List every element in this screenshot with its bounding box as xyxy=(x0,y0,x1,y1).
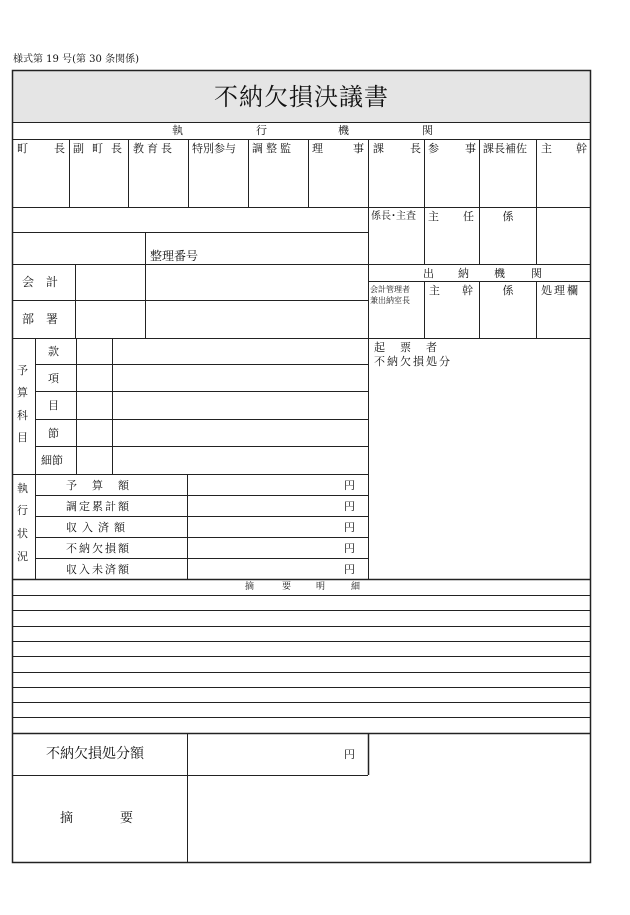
document-title: 不納欠損決議書 xyxy=(214,83,389,111)
role-chou: 町 長 xyxy=(17,142,65,155)
yen-5: 円 xyxy=(344,563,355,576)
role-shunin: 主 任 xyxy=(428,210,474,223)
meisai-header-1: 摘 xyxy=(245,582,255,592)
form-label: 様式第 19 号(第 30 条関係) xyxy=(13,54,139,65)
role-chouseikan: 調整監 xyxy=(252,142,294,155)
yen-4: 円 xyxy=(344,542,355,555)
budget-group-2: 算 xyxy=(17,386,28,399)
busho-label: 部 署 xyxy=(22,312,59,326)
kihyosha-label: 起 票 者 xyxy=(374,341,439,354)
status-group-1: 執 xyxy=(17,482,28,495)
suitou-header-1: 出 xyxy=(423,267,434,280)
role-shoriran: 処理欄 xyxy=(541,284,580,297)
exec-header-3: 機 xyxy=(338,124,349,137)
tekiyo-label-1: 摘 xyxy=(60,811,74,826)
budget-kou: 項 xyxy=(48,372,59,385)
tekiyo-label-2: 要 xyxy=(120,811,134,826)
role-kakarichou-shusa: 係長･主査 xyxy=(371,211,416,222)
kihyosha-sub: 不納欠損処分 xyxy=(374,355,452,368)
status-choutei: 調定累計額 xyxy=(66,500,131,513)
budget-group-3: 科 xyxy=(17,409,28,422)
exec-header-4: 関 xyxy=(422,124,433,137)
suitou-header-3: 機 xyxy=(494,267,505,280)
seiri-bango-label: 整理番号 xyxy=(150,249,199,263)
budget-moku: 目 xyxy=(48,399,59,412)
status-group-4: 況 xyxy=(17,550,28,563)
meisai-header-2: 要 xyxy=(282,582,292,592)
role-suitou-kakari: 係 xyxy=(502,284,514,297)
meisai-header-3: 明 xyxy=(316,582,326,592)
budget-group-1: 予 xyxy=(17,364,28,377)
role-kaikei-kanrisha: 会計管理者 兼出納室長 xyxy=(370,285,410,305)
budget-setsu: 節 xyxy=(48,427,59,440)
status-yosan: 予 算 額 xyxy=(66,479,131,492)
role-suitou-shukan: 主 幹 xyxy=(429,284,473,297)
role-sanji: 参 事 xyxy=(428,142,476,155)
budget-saisetsu: 細節 xyxy=(41,454,63,467)
role-kakari: 係 xyxy=(502,210,514,223)
status-funou: 不納欠損額 xyxy=(66,542,131,555)
budget-kan: 款 xyxy=(48,345,59,358)
role-riji: 理 事 xyxy=(312,142,364,155)
exec-header-2: 行 xyxy=(256,124,267,137)
kaikei-label: 会 計 xyxy=(22,275,59,289)
status-shunyu: 収入済額 xyxy=(66,521,130,534)
role-shukan: 主 幹 xyxy=(541,142,587,155)
budget-group-4: 目 xyxy=(17,431,28,444)
status-group-2: 行 xyxy=(17,504,28,517)
yen-2: 円 xyxy=(344,500,355,513)
role-fukuchou: 副町長 xyxy=(73,142,125,155)
suitou-header-2: 納 xyxy=(458,267,469,280)
suitou-header-4: 関 xyxy=(531,267,542,280)
meisai-header-4: 細 xyxy=(351,582,361,592)
yen-1: 円 xyxy=(344,479,355,492)
role-kyouikuchou: 教育長 xyxy=(133,142,175,155)
status-misai: 収入未済額 xyxy=(66,563,131,576)
funou-amount-label: 不納欠損処分額 xyxy=(46,746,144,762)
funou-amount-yen: 円 xyxy=(344,748,355,761)
status-group-3: 状 xyxy=(17,527,28,540)
role-kachou-hosa: 課長補佐 xyxy=(483,142,527,155)
role-kachou: 課 長 xyxy=(373,142,421,155)
yen-3: 円 xyxy=(344,521,355,534)
exec-header-1: 執 xyxy=(172,124,183,137)
role-tokubetsu-sanyo: 特別参与 xyxy=(192,142,236,155)
